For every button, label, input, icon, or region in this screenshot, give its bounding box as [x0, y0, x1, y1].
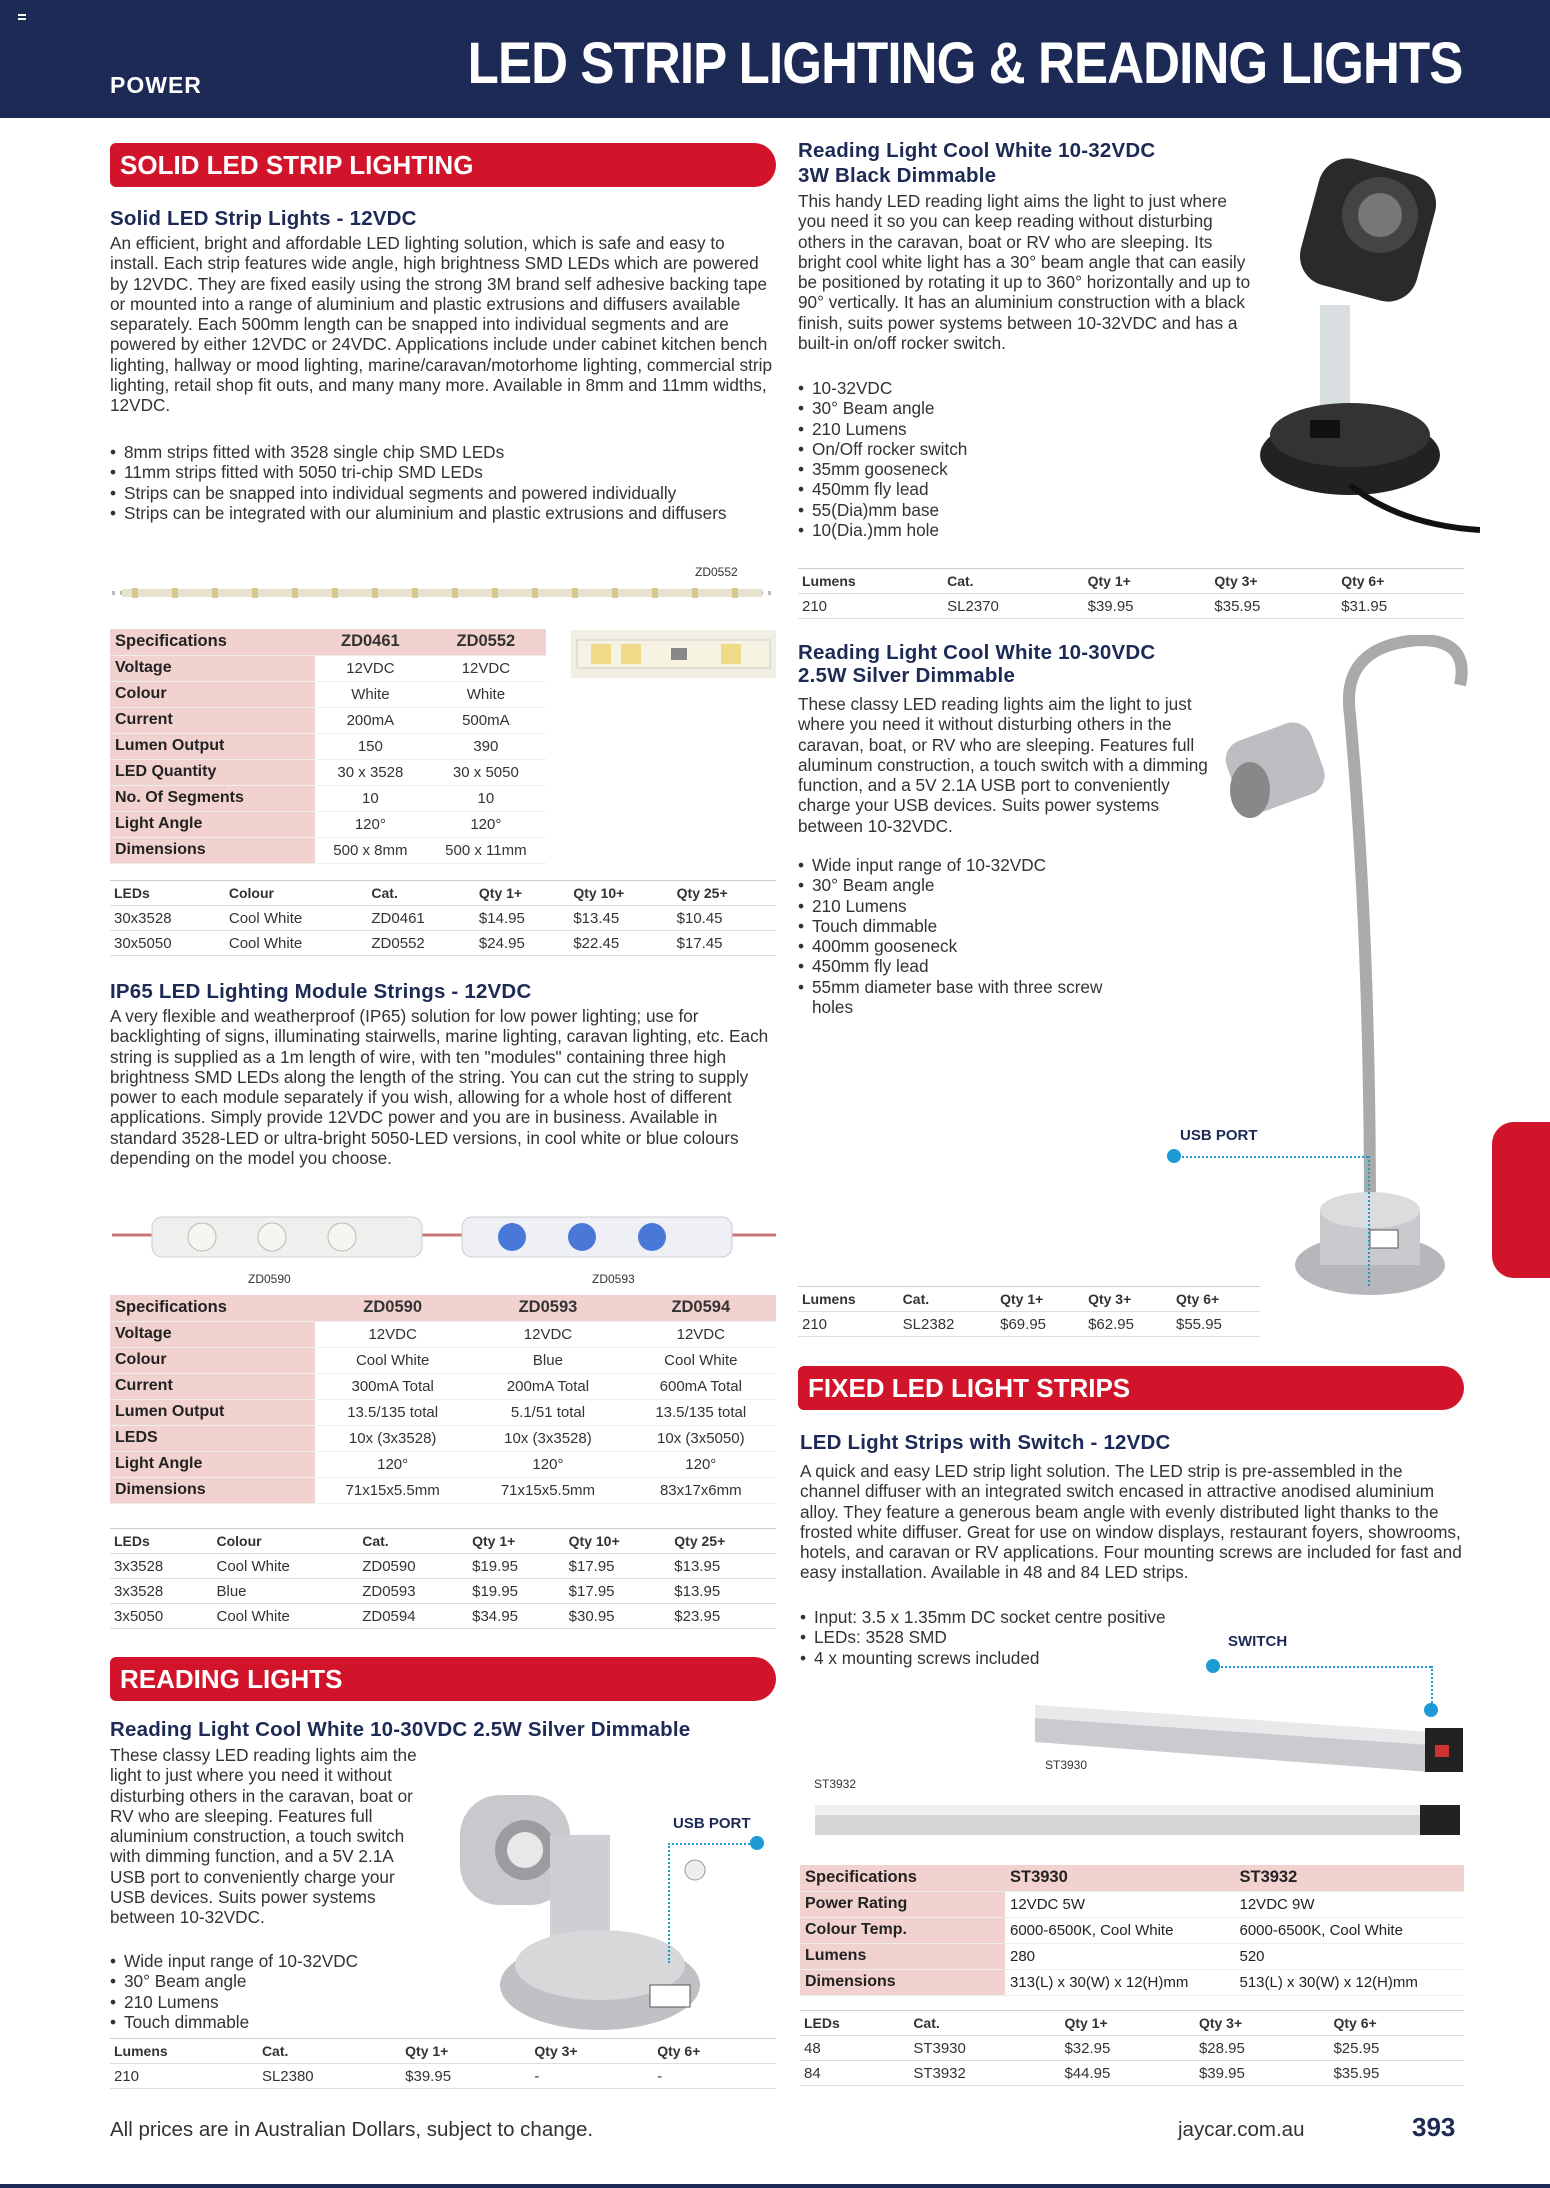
- spec-value: 10x (3x3528): [315, 1425, 470, 1451]
- price-cell: $30.95: [565, 1604, 671, 1629]
- spec-value: 120°: [315, 1451, 470, 1477]
- spec-row: [110, 811, 546, 837]
- callout-line: [668, 1843, 670, 1963]
- price-header: Qty 1+: [401, 2039, 530, 2064]
- spec-value: 500 x 11mm: [426, 837, 546, 863]
- price-header: Qty 1+: [468, 1529, 565, 1554]
- price-cell: 84: [800, 2061, 909, 2086]
- spec-label: Lumen Output: [110, 1399, 315, 1425]
- price-header: Qty 3+: [1210, 569, 1337, 594]
- spec-value: 12VDC 5W: [1005, 1891, 1235, 1917]
- price-cell: $62.95: [1084, 1312, 1172, 1337]
- price-cell: $28.95: [1195, 2036, 1330, 2061]
- spec-label: Colour Temp.: [800, 1917, 1005, 1943]
- callout-dot: [750, 1836, 764, 1850]
- spec-row: [800, 1969, 1464, 1995]
- spec-label: Dimensions: [110, 837, 315, 863]
- product-title-line2: 3W Black Dimmable: [798, 164, 997, 187]
- price-cell: $13.45: [569, 906, 672, 931]
- price-row: [800, 2036, 1464, 2061]
- spec-value: Cool White: [626, 1347, 776, 1373]
- price-header: LEDs: [110, 1529, 212, 1554]
- price-cell: $24.95: [475, 931, 569, 956]
- spec-row: [110, 1425, 776, 1451]
- product-description: An efficient, bright and affordable LED lighting solution, which is safe and easy to install. Each strip features wide angle, high brightness SMD LEDs which are powered by 12VDC. They are fixed easily using the strong 3M brand self adhesive backing tape or mounted into a range of aluminium and plastic extrusions and diffusers available separately. Each 500mm length can be snapped into individual segments and are powered by either 12VDC or 24VDC. Applications include under cabinet kitchen bench lighting, hallway or mood lighting, marine/caravan/motorhome lighting, commercial strip lighting, retail shop fit outs, and many many more. Available in 8mm and 11mm widths, 12VDC.: [110, 233, 773, 416]
- section-banner-fixed: FIXED LED LIGHT STRIPS: [798, 1366, 1464, 1410]
- spec-row: [800, 1943, 1464, 1969]
- price-header: Qty 1+: [1060, 2011, 1195, 2036]
- price-cell: Cool White: [225, 931, 368, 956]
- price-header: Qty 10+: [565, 1529, 671, 1554]
- price-header: LEDs: [800, 2011, 909, 2036]
- spec-header: ST3930: [1005, 1865, 1235, 1891]
- spec-value: 10x (3x3528): [470, 1425, 625, 1451]
- spec-value: 200mA: [315, 707, 426, 733]
- bullet-list: [800, 1607, 1260, 1668]
- reading-light-gooseneck-image: [1210, 635, 1480, 1335]
- spec-row: [110, 1321, 776, 1347]
- spec-value: 10: [426, 785, 546, 811]
- bullet-item: • 55(Dia)mm base: [798, 500, 1098, 520]
- bullet-item: • 210 Lumens: [798, 419, 1098, 439]
- spec-label: Voltage: [110, 1321, 315, 1347]
- light-strip-st3932-image: [815, 1800, 1465, 1840]
- spec-value: 71x15x5.5mm: [470, 1477, 625, 1503]
- bullet-item: • 30° Beam angle: [798, 398, 1098, 418]
- product-description: These classy LED reading lights aim the light to just where you need it without disturbing others in the caravan, boat, or RV who are sleeping. Features full aluminum construction, a touch switch with a dimming function, and a 5V 2.1A USB port to conveniently charge your USB devices. Suits power systems between 10-32VDC.: [798, 694, 1208, 836]
- price-row: [800, 2061, 1464, 2086]
- price-cell: 48: [800, 2036, 909, 2061]
- price-row: [798, 1312, 1260, 1337]
- spec-value: 10: [315, 785, 426, 811]
- price-cell: $69.95: [996, 1312, 1084, 1337]
- price-row: [110, 1554, 776, 1579]
- spec-label: LED Quantity: [110, 759, 315, 785]
- spec-label: Light Angle: [110, 1451, 315, 1477]
- spec-value: 83x17x6mm: [626, 1477, 776, 1503]
- spec-row: [110, 681, 546, 707]
- bullet-list: [798, 855, 1118, 1017]
- spec-value: Cool White: [315, 1347, 470, 1373]
- footer-rule: [0, 2184, 1550, 2188]
- price-cell: $31.95: [1337, 594, 1464, 619]
- price-header: Lumens: [798, 1287, 899, 1312]
- price-cell: 30x5050: [110, 931, 225, 956]
- price-cell: 210: [798, 594, 943, 619]
- price-cell: ZD0594: [358, 1604, 468, 1629]
- bullet-item: • 30° Beam angle: [798, 875, 1118, 895]
- callout-line: [1178, 1156, 1368, 1158]
- price-header: LEDs: [110, 881, 225, 906]
- spec-row: [110, 1373, 776, 1399]
- price-header-row: [110, 1529, 776, 1554]
- spec-value: 12VDC 9W: [1235, 1891, 1465, 1917]
- price-row: [110, 2064, 776, 2089]
- section-label: POWER: [110, 72, 202, 98]
- price-table-fixed: [800, 2010, 1464, 2086]
- spec-row: [800, 1917, 1464, 1943]
- price-row: [110, 1604, 776, 1629]
- product-title: LED Light Strips with Switch - 12VDC: [800, 1431, 1171, 1454]
- price-row: [110, 931, 776, 956]
- price-cell: 210: [798, 1312, 899, 1337]
- spec-header: ZD0593: [470, 1295, 625, 1321]
- callout-dot: [1167, 1149, 1181, 1163]
- price-cell: $55.95: [1172, 1312, 1260, 1337]
- product-description: These classy LED reading lights aim the light to just where you need it without disturbing others in the caravan, boat or RV who are sleeping. Features full aluminium construction, a touch switch with dimming function, and a 5V 2.1A USB port to conveniently charge your USB devices. Suits power systems between 10-32VDC.: [110, 1745, 417, 1928]
- price-header-row: [110, 881, 776, 906]
- price-header-row: [110, 2039, 776, 2064]
- spec-label: Lumens: [800, 1943, 1005, 1969]
- price-header: Qty 3+: [1195, 2011, 1330, 2036]
- bullet-item: • 11mm strips fitted with 5050 tri-chip SMD LEDs: [110, 462, 774, 482]
- spec-value: 513(L) x 30(W) x 12(H)mm: [1235, 1969, 1465, 1995]
- product-description: A very flexible and weatherproof (IP65) solution for low power lighting; use for backlighting of signs, illuminating stairwells, marine lighting, caravan lighting, etc. Each string is supplied as a 1m length of wire, with ten "modules" containing three high brightness SMD LEDs along the length of the string. You can cut the string to supply power to each module separately if you wish, allowing for a whole host of different applications. Simply provide 12VDC power and you are in business. Available in standard 3528-LED or ultra-bright 5050-LED versions, in cool white or blue colours depending on the model you choose.: [110, 1006, 769, 1169]
- price-cell: 3x3528: [110, 1554, 212, 1579]
- spec-header: ZD0594: [626, 1295, 776, 1321]
- bullet-item: • Wide input range of 10-32VDC: [110, 1951, 420, 1971]
- spec-label: Voltage: [110, 655, 315, 681]
- image-tag: ZD0590: [248, 1272, 291, 1286]
- price-cell: $34.95: [468, 1604, 565, 1629]
- price-header-row: [798, 569, 1464, 594]
- price-cell: $32.95: [1060, 2036, 1195, 2061]
- spec-value: 12VDC: [626, 1321, 776, 1347]
- page-number: 393: [1412, 2112, 1456, 2142]
- price-header: Lumens: [110, 2039, 258, 2064]
- callout-line: [1213, 1666, 1431, 1668]
- product-title: Reading Light Cool White 10-30VDC: [798, 641, 1156, 664]
- spec-label: Light Angle: [110, 811, 315, 837]
- spec-label: Current: [110, 1373, 315, 1399]
- footer-note: All prices are in Australian Dollars, subject to change.: [110, 2118, 594, 2141]
- bullet-item: • 55mm diameter base with three screw holes: [798, 977, 1118, 1018]
- spec-value: 12VDC: [315, 655, 426, 681]
- spec-header: ZD0461: [315, 629, 426, 655]
- price-table-sl2380: [110, 2038, 776, 2089]
- spec-row: [110, 1399, 776, 1425]
- price-cell: $23.95: [670, 1604, 776, 1629]
- product-description: A quick and easy LED strip light solution. The LED strip is pre-assembled in the channel diffuser with an integrated switch encased in attractive anodised aluminium alloy. They feature a generous beam angle with evenly distributed light thanks to the frosted white diffuser. Great for use on window displays, restaurant foyers, showrooms, hotels, and caravan or RV applications. Four mounting screws are included for fast and easy installation. Available in 48 and 84 LED strips.: [800, 1461, 1462, 1583]
- spec-value: 120°: [315, 811, 426, 837]
- price-header: Qty 1+: [1084, 569, 1211, 594]
- bullet-item: • Touch dimmable: [798, 916, 1118, 936]
- bullet-item: • Strips can be integrated with our aluminium and plastic extrusions and diffusers: [110, 503, 774, 523]
- spec-row: [110, 707, 546, 733]
- spec-table-ip65: [110, 1295, 776, 1504]
- spec-label: Current: [110, 707, 315, 733]
- price-cell: Blue: [212, 1579, 358, 1604]
- led-strip-image: [112, 582, 772, 604]
- bullet-item: • 400mm gooseneck: [798, 936, 1118, 956]
- spec-value: 500 x 8mm: [315, 837, 426, 863]
- section-banner-solid: SOLID LED STRIP LIGHTING: [110, 143, 776, 187]
- bullet-item: • Wide input range of 10-32VDC: [798, 855, 1118, 875]
- price-header: Qty 6+: [1337, 569, 1464, 594]
- bullet-item: • 4 x mounting screws included: [800, 1648, 1260, 1668]
- bullet-item: • Touch dimmable: [110, 2012, 420, 2032]
- product-title: Solid LED Strip Lights - 12VDC: [110, 207, 417, 230]
- price-header: Qty 1+: [996, 1287, 1084, 1312]
- spec-value: 600mA Total: [626, 1373, 776, 1399]
- spec-value: 30 x 5050: [426, 759, 546, 785]
- spec-value: 120°: [426, 811, 546, 837]
- price-header: Qty 3+: [1084, 1287, 1172, 1312]
- bullet-item: • On/Off rocker switch: [798, 439, 1098, 459]
- spec-value: 500mA: [426, 707, 546, 733]
- price-cell: $19.95: [468, 1554, 565, 1579]
- spec-row: [110, 655, 546, 681]
- bullet-item: • Strips can be snapped into individual segments and powered individually: [110, 483, 774, 503]
- spec-value: 120°: [470, 1451, 625, 1477]
- bullet-item: • 10-32VDC: [798, 378, 1098, 398]
- price-cell: ZD0461: [367, 906, 475, 931]
- price-cell: $19.95: [468, 1579, 565, 1604]
- spec-label: Dimensions: [800, 1969, 1005, 1995]
- price-header: Qty 3+: [530, 2039, 653, 2064]
- spec-value: 120°: [626, 1451, 776, 1477]
- spec-value: Blue: [470, 1347, 625, 1373]
- bullet-item: • LEDs: 3528 SMD: [800, 1627, 1260, 1647]
- bullet-item: • Input: 3.5 x 1.35mm DC socket centre positive: [800, 1607, 1260, 1627]
- spec-value: 13.5/135 total: [626, 1399, 776, 1425]
- bullet-item: • 35mm gooseneck: [798, 459, 1098, 479]
- spec-value: 6000-6500K, Cool White: [1005, 1917, 1235, 1943]
- price-cell: $35.95: [1210, 594, 1337, 619]
- price-cell: -: [653, 2064, 776, 2089]
- price-cell: ZD0552: [367, 931, 475, 956]
- price-header: Colour: [212, 1529, 358, 1554]
- price-cell: $44.95: [1060, 2061, 1195, 2086]
- price-header: Cat.: [358, 1529, 468, 1554]
- price-cell: $13.95: [670, 1579, 776, 1604]
- spec-table-solid: [110, 629, 546, 864]
- bullet-item: • 8mm strips fitted with 3528 single chip SMD LEDs: [110, 442, 774, 462]
- image-tag: ST3930: [1045, 1758, 1088, 1772]
- footer-site-link[interactable]: jaycar.com.au: [1178, 2118, 1305, 2141]
- spec-label: Lumen Output: [110, 733, 315, 759]
- callout-switch: SWITCH: [1228, 1633, 1288, 1650]
- price-cell: $39.95: [1084, 594, 1211, 619]
- bullet-item: • 450mm fly lead: [798, 479, 1098, 499]
- price-row: [110, 1579, 776, 1604]
- spec-header: ZD0590: [315, 1295, 470, 1321]
- spec-label: Colour: [110, 681, 315, 707]
- price-cell: Cool White: [225, 906, 368, 931]
- spec-label: Dimensions: [110, 1477, 315, 1503]
- price-header: Cat.: [899, 1287, 996, 1312]
- price-cell: $10.45: [673, 906, 776, 931]
- product-title: Reading Light Cool White 10-32VDC: [798, 139, 1156, 162]
- spec-value: 313(L) x 30(W) x 12(H)mm: [1005, 1969, 1235, 1995]
- price-header-row: [798, 1287, 1260, 1312]
- spec-row: [110, 1477, 776, 1503]
- image-tag: ZD0593: [592, 1272, 635, 1286]
- price-cell: $17.95: [565, 1579, 671, 1604]
- spec-header: Specifications: [110, 1295, 315, 1321]
- product-description: This handy LED reading light aims the light to just where you need it so you can keep reading without disturbing others in the caravan, boat or RV who are sleeping. Its bright cool white light has a 30° beam angle that can easily be positioned by rotating it up to 360° horizontally and up to 90° vertically. It has an aluminium construction with a black finish, suits power systems between 10-32VDC and has a built-in on/off rocker switch.: [798, 191, 1251, 354]
- price-cell: SL2382: [899, 1312, 996, 1337]
- bullet-item: • 450mm fly lead: [798, 956, 1118, 976]
- led-module-string-image: [112, 1205, 776, 1275]
- price-cell: $17.95: [565, 1554, 671, 1579]
- spec-value: 520: [1235, 1943, 1465, 1969]
- price-header: Cat.: [258, 2039, 401, 2064]
- led-strip-closeup-image: [571, 630, 776, 678]
- bullet-item: • 30° Beam angle: [110, 1971, 420, 1991]
- product-title: IP65 LED Lighting Module Strings - 12VDC: [110, 980, 532, 1003]
- spec-value: 10x (3x5050): [626, 1425, 776, 1451]
- price-header: Lumens: [798, 569, 943, 594]
- price-header: Qty 6+: [1329, 2011, 1464, 2036]
- spec-row: [110, 837, 546, 863]
- price-cell: ZD0593: [358, 1579, 468, 1604]
- spec-value: 13.5/135 total: [315, 1399, 470, 1425]
- price-cell: SL2370: [943, 594, 1084, 619]
- section-banner-reading: READING LIGHTS: [110, 1657, 776, 1701]
- spec-value: 280: [1005, 1943, 1235, 1969]
- price-cell: $13.95: [670, 1554, 776, 1579]
- spec-value: 200mA Total: [470, 1373, 625, 1399]
- price-header: Qty 6+: [1172, 1287, 1260, 1312]
- spec-value: 6000-6500K, Cool White: [1235, 1917, 1465, 1943]
- price-table-sl2370: [798, 568, 1464, 619]
- spec-table-fixed: [800, 1865, 1464, 1996]
- price-table-ip65: [110, 1528, 776, 1629]
- price-cell: ST3932: [909, 2061, 1060, 2086]
- spec-value: 12VDC: [470, 1321, 625, 1347]
- spec-label: No. Of Segments: [110, 785, 315, 811]
- image-tag: ZD0552: [695, 565, 738, 579]
- price-header: Qty 10+: [569, 881, 672, 906]
- price-cell: $25.95: [1329, 2036, 1464, 2061]
- spec-row: [110, 1451, 776, 1477]
- spec-value: 12VDC: [426, 655, 546, 681]
- spec-label: Colour: [110, 1347, 315, 1373]
- price-table-sl2382: [798, 1286, 1260, 1337]
- price-header: Qty 6+: [653, 2039, 776, 2064]
- product-title-line2: 2.5W Silver Dimmable: [798, 664, 1016, 687]
- price-cell: $39.95: [1195, 2061, 1330, 2086]
- callout-line: [668, 1843, 758, 1845]
- bullet-list: [110, 1951, 420, 2032]
- price-cell: 3x5050: [110, 1604, 212, 1629]
- product-title: Reading Light Cool White 10-30VDC 2.5W Silver Dimmable: [110, 1718, 691, 1741]
- spec-value: 300mA Total: [315, 1373, 470, 1399]
- spec-value: 390: [426, 733, 546, 759]
- price-cell: ZD0590: [358, 1554, 468, 1579]
- bullet-item: • 10(Dia.)mm hole: [798, 520, 1098, 540]
- price-cell: ST3930: [909, 2036, 1060, 2061]
- price-row: [110, 906, 776, 931]
- price-cell: -: [530, 2064, 653, 2089]
- spec-header: Specifications: [800, 1865, 1005, 1891]
- spec-label: Power Rating: [800, 1891, 1005, 1917]
- spec-value: White: [426, 681, 546, 707]
- price-header: Cat.: [943, 569, 1084, 594]
- side-tab: [1492, 1122, 1550, 1278]
- price-cell: SL2380: [258, 2064, 401, 2089]
- price-cell: 210: [110, 2064, 258, 2089]
- spec-value: 5.1/51 total: [470, 1399, 625, 1425]
- spec-row: [110, 1347, 776, 1373]
- price-cell: 30x3528: [110, 906, 225, 931]
- spec-row: [800, 1891, 1464, 1917]
- price-header: Qty 1+: [475, 881, 569, 906]
- menu-icon: [18, 14, 26, 20]
- spec-value: 12VDC: [315, 1321, 470, 1347]
- bullet-item: • 210 Lumens: [798, 896, 1118, 916]
- callout-line: [1368, 1156, 1370, 1286]
- spec-value: 30 x 3528: [315, 759, 426, 785]
- price-cell: $17.45: [673, 931, 776, 956]
- spec-header: Specifications: [110, 629, 315, 655]
- callout-usb-port: USB PORT: [1180, 1127, 1258, 1144]
- price-header: Qty 25+: [670, 1529, 776, 1554]
- price-cell: $14.95: [475, 906, 569, 931]
- page-title: LED STRIP LIGHTING & READING LIGHTS: [467, 31, 1462, 96]
- bullet-item: • 210 Lumens: [110, 1992, 420, 2012]
- spec-label: LEDS: [110, 1425, 315, 1451]
- bullet-list: [110, 442, 774, 523]
- price-header-row: [800, 2011, 1464, 2036]
- spec-row: [110, 733, 546, 759]
- spec-value: White: [315, 681, 426, 707]
- price-cell: $22.45: [569, 931, 672, 956]
- spec-row: [110, 759, 546, 785]
- price-header: Cat.: [909, 2011, 1060, 2036]
- spec-row: [110, 785, 546, 811]
- light-strip-st3930-image: [1030, 1700, 1465, 1775]
- price-cell: $35.95: [1329, 2061, 1464, 2086]
- price-cell: $39.95: [401, 2064, 530, 2089]
- price-header: Cat.: [367, 881, 475, 906]
- reading-light-black-image: [1250, 155, 1480, 555]
- price-cell: 3x3528: [110, 1579, 212, 1604]
- spec-value: 71x15x5.5mm: [315, 1477, 470, 1503]
- price-row: [798, 594, 1464, 619]
- price-cell: Cool White: [212, 1554, 358, 1579]
- bullet-list: [798, 378, 1098, 540]
- price-header: Qty 25+: [673, 881, 776, 906]
- spec-value: 150: [315, 733, 426, 759]
- price-cell: Cool White: [212, 1604, 358, 1629]
- callout-usb-port: USB PORT: [673, 1815, 751, 1832]
- price-table-solid: [110, 880, 776, 956]
- spec-header: ST3932: [1235, 1865, 1465, 1891]
- image-tag: ST3932: [814, 1777, 857, 1791]
- price-header: Colour: [225, 881, 368, 906]
- spec-header: ZD0552: [426, 629, 546, 655]
